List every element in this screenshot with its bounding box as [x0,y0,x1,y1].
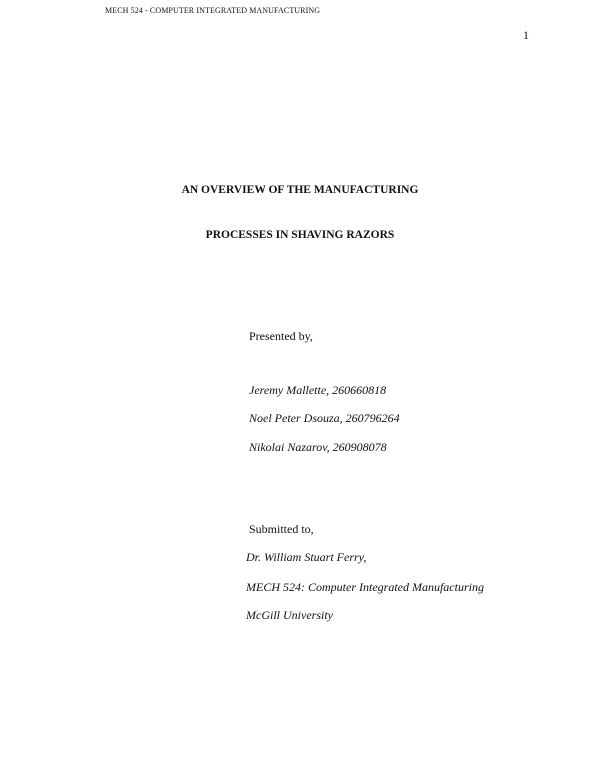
author-line: Jeremy Mallette, 260660818 [249,383,387,397]
recipient-name: Dr. William Stuart Ferry, [246,550,367,564]
title-line-2: PROCESSES IN SHAVING RAZORS [205,229,395,241]
author-line: Noel Peter Dsouza, 260796264 [249,411,400,425]
course-name: MECH 524: Computer Integrated Manufacturing [246,580,484,594]
submitted-to-label: Submitted to, [249,522,314,536]
page-number: 1 [523,28,529,42]
title-line-1: AN OVERVIEW OF THE MANUFACTURING [181,184,419,196]
author-line: Nikolai Nazarov, 260908078 [249,440,387,454]
university-name: McGill University [246,608,333,622]
presented-by-label: Presented by, [249,329,313,343]
running-head: MECH 524 - COMPUTER INTEGRATED MANUFACTURING [105,6,321,15]
